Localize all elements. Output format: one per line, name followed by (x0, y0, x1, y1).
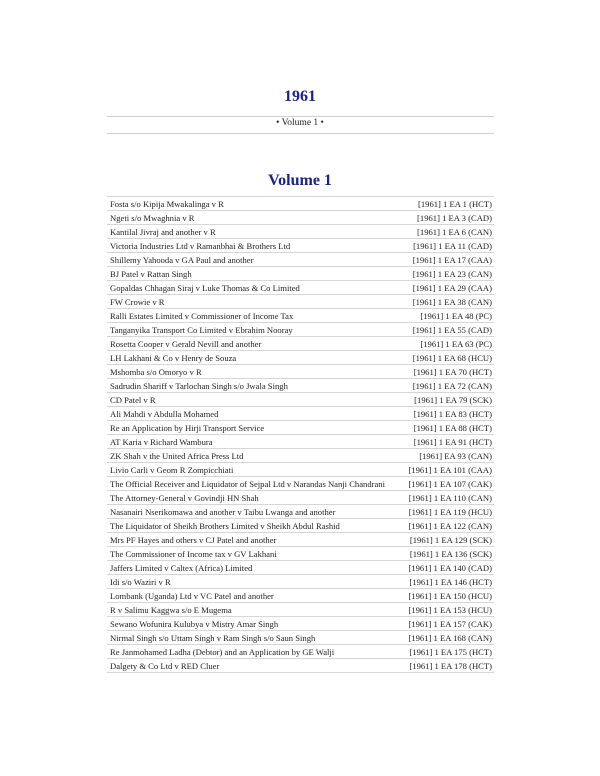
case-row (107, 281, 494, 295)
case-citation: [1961] 1 EA 178 (HCT) (391, 659, 494, 673)
case-row (107, 589, 494, 603)
case-citation: [1961] 1 EA 1 (HCT) (391, 197, 494, 211)
case-row (107, 631, 494, 645)
case-citation: [1961] 1 EA 122 (CAN) (391, 519, 494, 533)
case-citation: [1961] 1 EA 6 (CAN) (391, 225, 494, 239)
case-citation: [1961] 1 EA 91 (HCT) (391, 435, 494, 449)
case-name-link[interactable]: Mshomba s/o Omoryo v R (107, 365, 391, 379)
case-row (107, 211, 494, 225)
case-citation: [1961] 1 EA 68 (HCU) (391, 351, 494, 365)
case-row (107, 617, 494, 631)
case-citation: [1961] 1 EA 88 (HCT) (391, 421, 494, 435)
case-row (107, 491, 494, 505)
page-title: 1961 (284, 88, 316, 105)
case-row (107, 323, 494, 337)
case-citation: [1961] 1 EA 129 (SCK) (391, 533, 494, 547)
case-citation: [1961] 1 EA 79 (SCK) (391, 393, 494, 407)
case-row (107, 365, 494, 379)
case-row (107, 603, 494, 617)
case-citation: [1961] 1 EA 38 (CAN) (391, 295, 494, 309)
case-row (107, 267, 494, 281)
case-row (107, 645, 494, 659)
case-name-link[interactable]: The Attorney-General v Govindji HN Shah (107, 491, 391, 505)
case-citation: [1961] 1 EA 72 (CAN) (391, 379, 494, 393)
case-name-link[interactable]: Re an Application by Hirji Transport Service (107, 421, 391, 435)
case-table (107, 196, 494, 673)
case-citation: [1961] 1 EA 140 (CAD) (391, 561, 494, 575)
case-name-link[interactable]: R v Salimu Kaggwa s/o E Mugema (107, 603, 391, 617)
case-name-link[interactable]: Re Janmohamed Ladha (Debtor) and an Application by GE Walji (107, 645, 391, 659)
case-citation: [1961] 1 EA 119 (HCU) (391, 505, 494, 519)
case-row (107, 337, 494, 351)
case-row (107, 519, 494, 533)
case-citation: [1961] 1 EA 23 (CAN) (391, 267, 494, 281)
case-row (107, 351, 494, 365)
case-name-link[interactable]: Shillemy Yahooda v GA Paul and another (107, 253, 391, 267)
case-row (107, 575, 494, 589)
case-name-link[interactable]: Jaffers Limited v Caltex (Africa) Limited (107, 561, 391, 575)
case-row (107, 505, 494, 519)
case-name-link[interactable]: Idi s/o Waziri v R (107, 575, 391, 589)
case-row (107, 379, 494, 393)
case-name-link[interactable]: LH Lakhani & Co v Henry de Souza (107, 351, 391, 365)
case-name-link[interactable]: CD Patel v R (107, 393, 391, 407)
case-citation: [1961] 1 EA 157 (CAK) (391, 617, 494, 631)
case-row (107, 393, 494, 407)
case-name-link[interactable]: Kantilal Jivraj and another v R (107, 225, 391, 239)
case-name-link[interactable]: Livio Carli v Geom R Zompicchiati (107, 463, 391, 477)
case-name-link[interactable]: Mrs PF Hayes and others v CJ Patel and another (107, 533, 391, 547)
case-citation: [1961] 1 EA 83 (HCT) (391, 407, 494, 421)
case-row (107, 533, 494, 547)
case-citation: [1961] 1 EA 146 (HCT) (391, 575, 494, 589)
case-citation: [1961] 1 EA 70 (HCT) (391, 365, 494, 379)
case-row (107, 225, 494, 239)
case-name-link[interactable]: Tanganyika Transport Co Limited v Ebrahim Nooray (107, 323, 391, 337)
case-name-link[interactable]: BJ Patel v Rattan Singh (107, 267, 391, 281)
case-citation: [1961] 1 EA 150 (HCU) (391, 589, 494, 603)
case-row (107, 561, 494, 575)
case-citation: [1961] 1 EA 101 (CAA) (391, 463, 494, 477)
case-row (107, 197, 494, 211)
case-citation: [1961] 1 EA 29 (CAA) (391, 281, 494, 295)
case-row (107, 547, 494, 561)
case-citation: [1961] 1 EA 110 (CAN) (391, 491, 494, 505)
case-row (107, 295, 494, 309)
case-name-link[interactable]: Dalgety & Co Ltd v RED Cluer (107, 659, 391, 673)
case-row (107, 659, 494, 673)
case-citation: [1961] 1 EA 168 (CAN) (391, 631, 494, 645)
nav-divider (107, 133, 494, 134)
case-citation: [1961] 1 EA 153 (HCU) (391, 603, 494, 617)
case-citation: [1961] 1 EA 63 (PC) (391, 337, 494, 351)
case-citation: [1961] 1 EA 175 (HCT) (391, 645, 494, 659)
case-name-link[interactable]: Lombank (Uganda) Ltd v VC Patel and another (107, 589, 391, 603)
section-title: Volume 1 (268, 172, 332, 189)
case-name-link[interactable]: Ngeti s/o Mwaghnia v R (107, 211, 391, 225)
case-name-link[interactable]: The Commissioner of Income tax v GV Lakhani (107, 547, 391, 561)
case-row (107, 309, 494, 323)
case-name-link[interactable]: The Liquidator of Sheikh Brothers Limited v Sheikh Abdul Rashid (107, 519, 391, 533)
case-row (107, 239, 494, 253)
case-name-link[interactable]: ZK Shah v the United Africa Press Ltd (107, 449, 391, 463)
case-row (107, 421, 494, 435)
case-row (107, 407, 494, 421)
case-name-link[interactable]: Rosetta Cooper v Gerald Nevill and another (107, 337, 391, 351)
case-citation: [1961] 1 EA 55 (CAD) (391, 323, 494, 337)
case-name-link[interactable]: The Official Receiver and Liquidator of Sejpal Ltd v Narandas Nanji Chandrani (107, 477, 391, 491)
case-name-link[interactable]: Ali Mahdi v Abdulla Mohamed (107, 407, 391, 421)
case-row (107, 435, 494, 449)
top-divider (107, 116, 494, 117)
case-citation: [1961] EA 93 (CAN) (391, 449, 494, 463)
case-name-link[interactable]: Nirmal Singh s/o Uttam Singh v Ram Singh s/o Saun Singh (107, 631, 391, 645)
case-citation: [1961] 1 EA 17 (CAA) (391, 253, 494, 267)
case-citation: [1961] 1 EA 107 (CAK) (391, 477, 494, 491)
case-row (107, 253, 494, 267)
case-citation: [1961] 1 EA 3 (CAD) (391, 211, 494, 225)
case-citation: [1961] 1 EA 136 (SCK) (391, 547, 494, 561)
case-citation: [1961] 1 EA 48 (PC) (391, 309, 494, 323)
case-name-link[interactable]: Fosta s/o Kipija Mwakalinga v R (107, 197, 391, 211)
case-name-link[interactable]: Gopaldas Chhagan Siraj v Luke Thomas & Co Limited (107, 281, 391, 295)
case-row (107, 449, 494, 463)
case-name-link[interactable]: Ralli Estates Limited v Commissioner of Income Tax (107, 309, 391, 323)
case-name-link[interactable]: AT Karia v Richard Wambura (107, 435, 391, 449)
case-name-link[interactable]: FW Crowie v R (107, 295, 391, 309)
case-name-link[interactable]: Victoria Industries Ltd v Ramanbhai & Brothers Ltd (107, 239, 391, 253)
case-citation: [1961] 1 EA 11 (CAD) (391, 239, 494, 253)
volume-nav-link[interactable]: • Volume 1 • (276, 118, 324, 128)
case-name-link[interactable]: Nasanairi Nserikomawa and another v Taibu Lwanga and another (107, 505, 391, 519)
case-row (107, 477, 494, 491)
case-name-link[interactable]: Sewano Wofunira Kulubya v Mistry Amar Singh (107, 617, 391, 631)
case-name-link[interactable]: Sadrudin Shariff v Tarlochan Singh s/o Jwala Singh (107, 379, 391, 393)
case-row (107, 463, 494, 477)
